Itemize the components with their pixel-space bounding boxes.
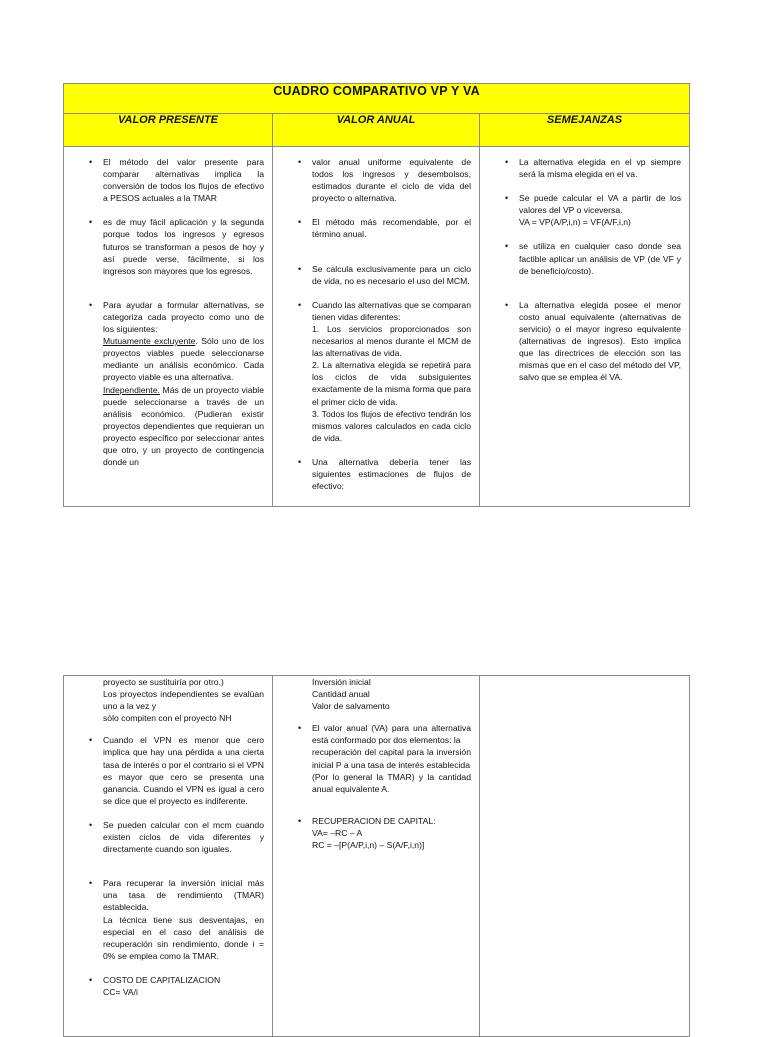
list-item-text: (Por lo general la TMAR) y la cantidad anual equivalente A. [312, 771, 471, 794]
semejanzas-cell-continued [480, 676, 690, 1037]
list-item [519, 192, 681, 228]
list-item: • es de muy fácil aplicación y la segunda porque todos los ingresos y egresos futuros se transforman a pesos de hoy y así puede verse, fácilmente, si los ingresos son mayores que los egresos. [103, 216, 264, 276]
list-item-text: El valor anual (VA) para una alternativa está conformado por dos elementos: la [312, 723, 471, 746]
list-item: • La alternativa elegida posee el menor costo anual equivalente (alternativas de servicio) o el mayor ingreso equivalente (alternativas de ingresos). Esto implica que las directrices de elección son las mismas que en el caso del método del VP, salvo que se emplea él VA. [519, 299, 681, 384]
list-item-text: COSTO DE CAPITALIZACION [103, 974, 221, 985]
list-item: • El método más recomendable, por el término anual. [312, 216, 471, 240]
continued-text: proyecto se sustituiría por otro.) [103, 677, 224, 687]
continued-text: Valor de salvamento [312, 701, 390, 712]
formula: RC = –[P(A/P,i,n) – S(A/F,i,n)] [312, 840, 425, 851]
list-item [103, 877, 264, 962]
list-item: • Una alternativa debería tener las siguientes estimaciones de flujos de efectivo: [312, 456, 471, 492]
term-independiente: Independiente. [103, 384, 160, 395]
formula: VA= –RC – A [312, 827, 363, 838]
comparison-table [63, 83, 690, 507]
list-item: • Se calcula exclusivamente para un ciclo de vida, no es necesario el uso del MCM. [312, 263, 471, 287]
comparison-table-continued [63, 675, 690, 1037]
list-item-text: RECUPERACION DE CAPITAL: [312, 815, 436, 826]
list-item-text: Cuando las alternativas que se comparan tienen vidas diferentes: [312, 299, 471, 322]
list-item [312, 299, 471, 444]
term-mutuamente-excluyente: Mutuamente excluyente [103, 336, 196, 347]
list-item [312, 722, 471, 795]
list-item: • valor anual uniforme equivalente de todos los ingresos y desembolsos, estimados durante el ciclo de vida del proyecto o alternativa. [312, 156, 471, 204]
list-item-text: 2. La alternativa elegida se repetirá para los ciclos de vida subsiguientes exactamente de la misma forma que para el primer ciclo de vida. [312, 360, 471, 407]
list-item-text: recuperación del capital para la inversión inicial P a una tasa de interés establecida [312, 747, 471, 770]
list-item: • se utiliza en cualquier caso donde sea factible aplicar un análisis de VP (de VF y de beneficio/costo). [519, 240, 681, 276]
continued-text: Cantidad anual [312, 689, 370, 700]
continued-text: Inversión inicial [312, 677, 371, 687]
header-valor-anual: VALOR ANUAL [273, 114, 480, 147]
formula: VA = VP(A/P,i,n) = VF(A/F,i,n) [519, 217, 631, 228]
list-item-text: Se puede calcular el VA a partir de los valores del VP o viceversa. [519, 193, 682, 216]
list-item [103, 974, 264, 998]
list-item: • La alternativa elegida en el vp siempre será la misma elegida en el va. [519, 156, 681, 180]
valor-presente-cell [64, 147, 273, 507]
list-item [103, 299, 264, 468]
list-item-text: Más de un proyecto viable puede seleccionarse a través de un análisis económico. (Pudieran existir proyectos dependientes que requieran un proyecto específico por seleccionar antes que otro, y un proyecto de contingencia donde un [103, 384, 264, 468]
list-item-text: Para recuperar la inversión inicial más una tasa de rendimiento (TMAR) establecida. [103, 878, 264, 913]
list-item-text: 3. Todos los flujos de efectivo tendrán los mismos valores calculados en cada ciclo de vida. [312, 408, 471, 443]
valor-anual-cell-continued [273, 676, 480, 1037]
list-item-text: 1. Los servicios proporcionados son necesarios al menos durante el MCM de las alternativas de vida. [312, 323, 471, 359]
list-item-text: La técnica tiene sus desventajas, en especial en el caso del análisis de recuperación sin rendimiento, donde i = 0% se emplea como la TMAR. [103, 914, 264, 961]
valor-anual-cell [273, 147, 480, 507]
table-title: CUADRO COMPARATIVO VP Y VA [64, 84, 690, 114]
list-item: • Cuando el VPN es menor que cero implica que hay una pérdida a una cierta tasa de interés o por el contrario si el VPN es mayor que cero se presenta una ganancia. Cuando el VPN es igual a cero se dice que el proyecto es indiferente. [103, 734, 264, 807]
continued-text: Los proyectos independientes se evalúan uno a la vez y [103, 689, 264, 712]
list-item-text: Para ayudar a formular alternativas, se categoriza cada proyecto como uno de los siguientes: [103, 299, 264, 335]
header-semejanzas: SEMEJANZAS [480, 114, 690, 147]
header-valor-presente: VALOR PRESENTE [64, 114, 273, 147]
list-item [312, 815, 471, 851]
semejanzas-cell [480, 147, 690, 507]
list-item: • El método del valor presente para comparar alternativas implica la conversión de todos los flujos de efectivo a PESOS actuales a la TMAR [103, 156, 264, 204]
formula: CC= VA/i [103, 986, 138, 997]
valor-presente-cell-continued [64, 676, 273, 1037]
list-item: • Se pueden calcular con el mcm cuando existen ciclos de vida diferentes y directamente cuando son iguales. [103, 819, 264, 855]
continued-text: sólo compiten con el proyecto NH [103, 713, 232, 724]
list-item-text: . Sólo uno de los proyectos viables puede seleccionarse mediante un análisis económico. Cada proyecto viable es una alternativa. [103, 336, 264, 383]
